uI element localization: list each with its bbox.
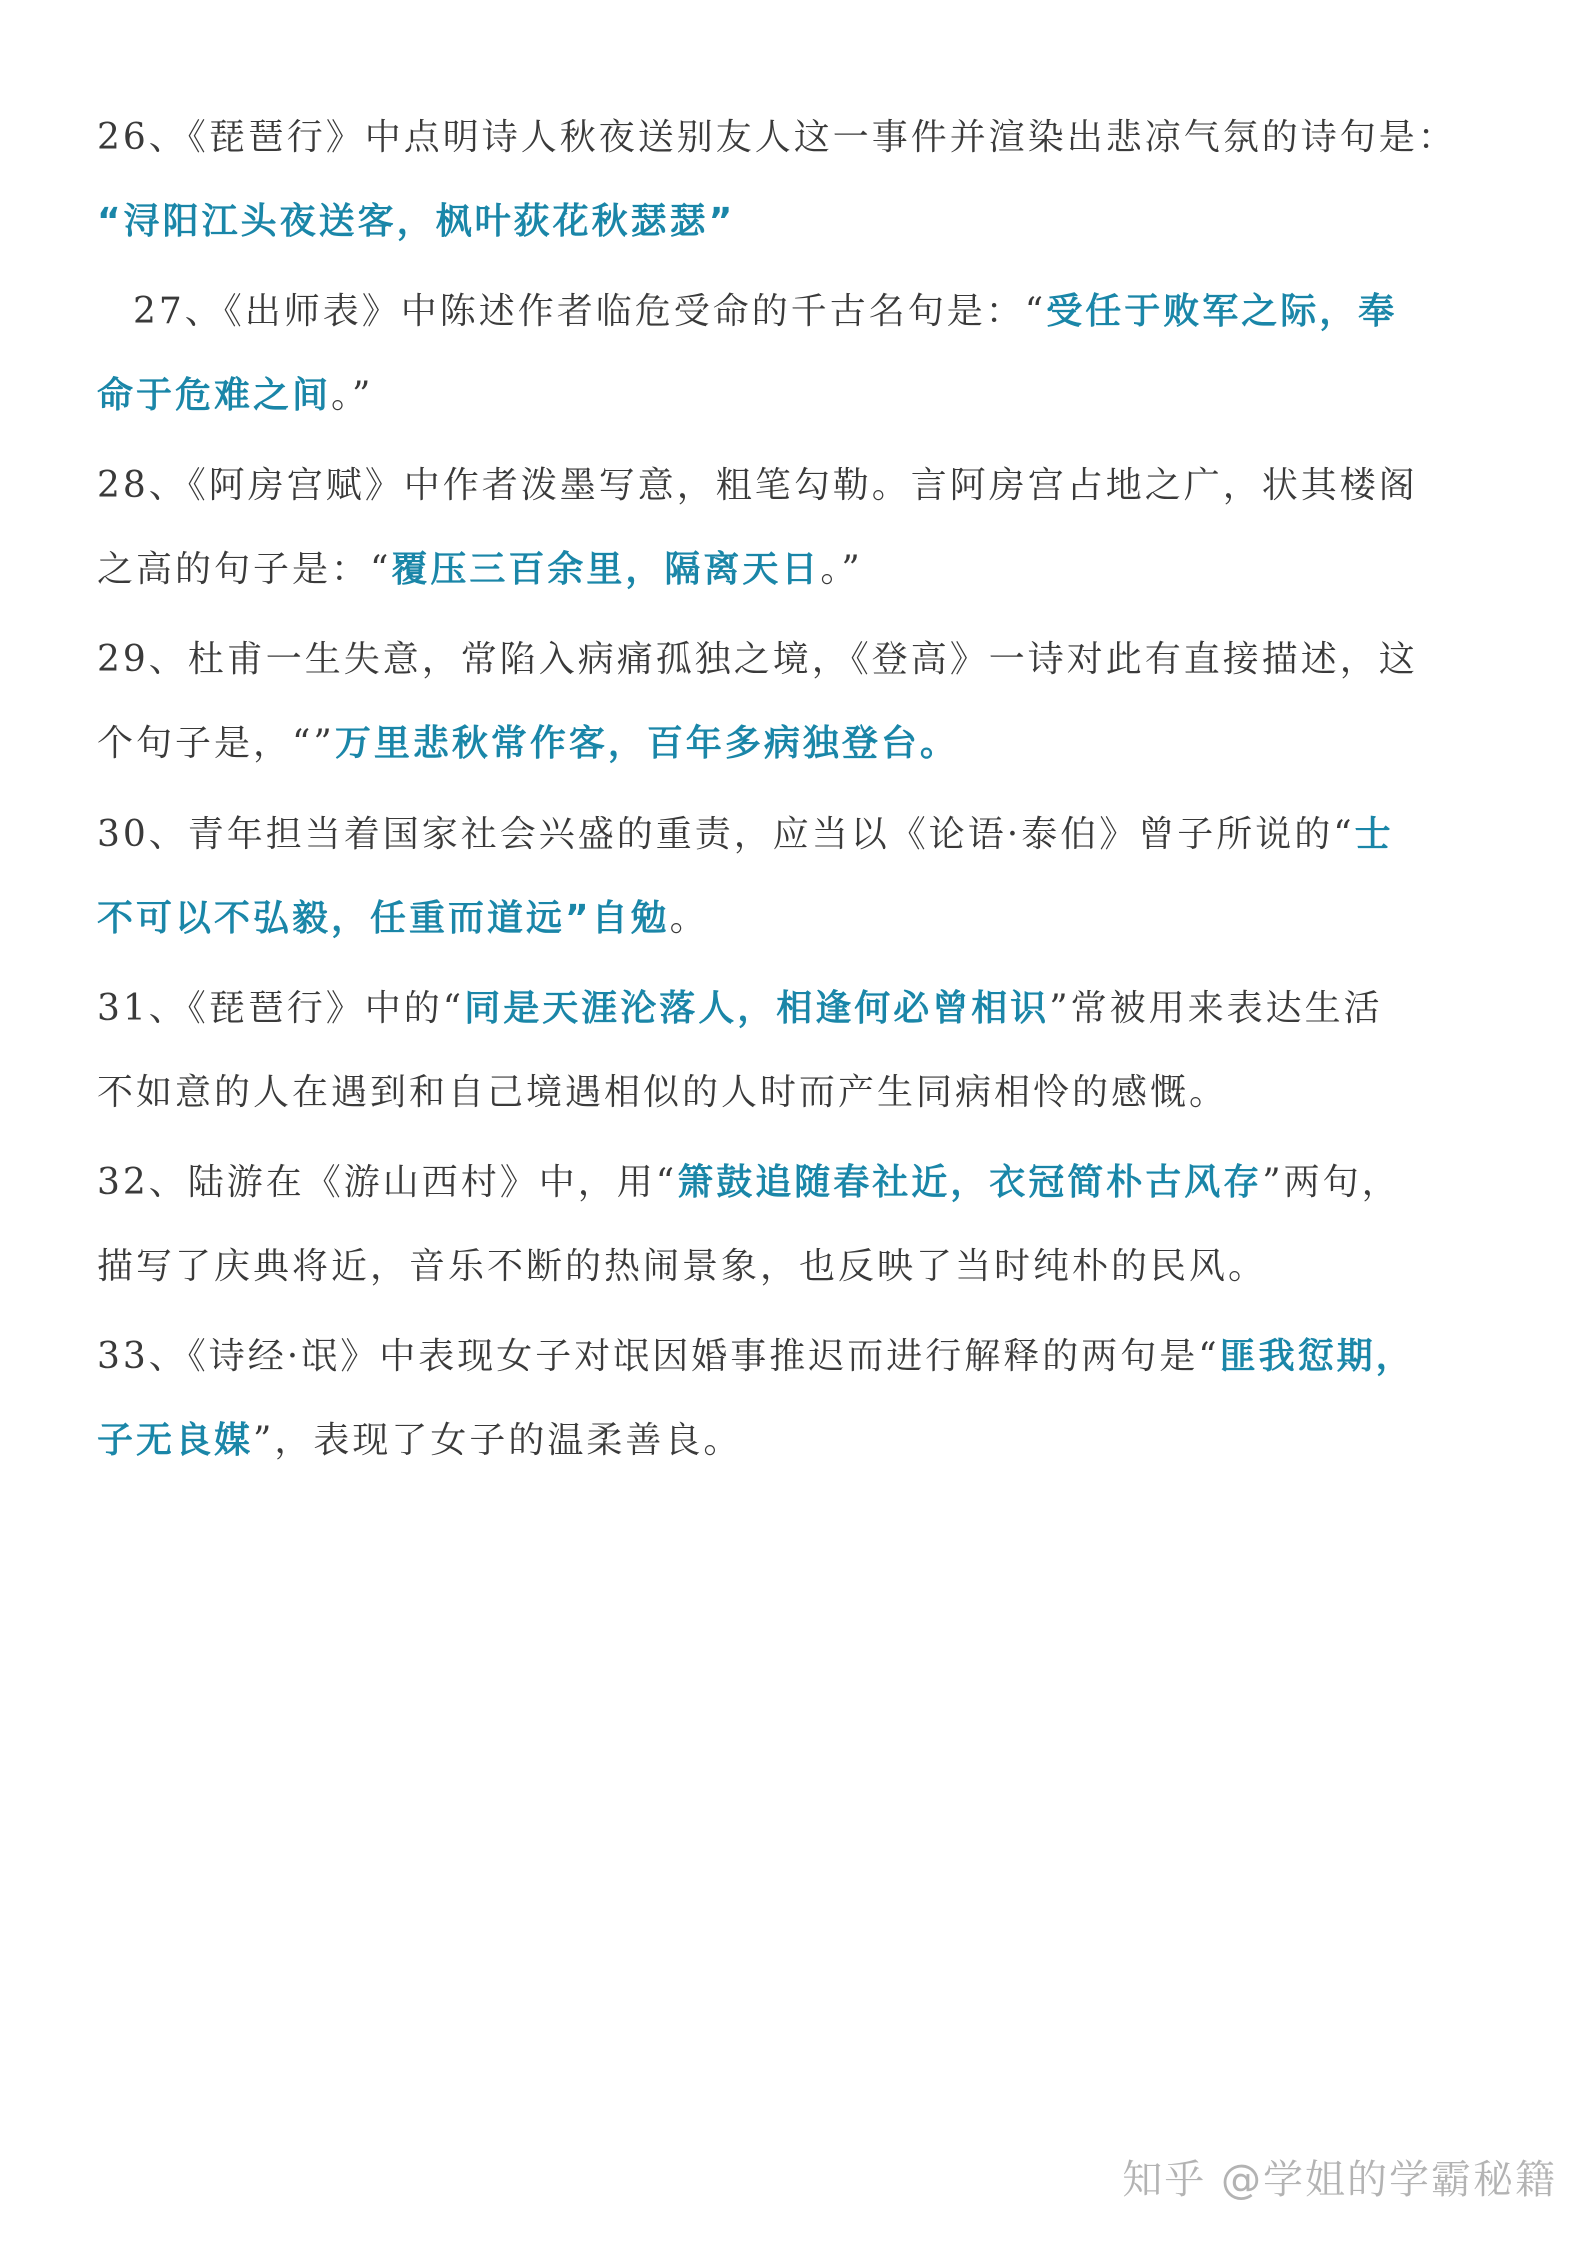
question-30-text: 30、青年担当着国家社会兴盛的重责，应当以《论语·泰伯》曾子所说的“ bbox=[97, 814, 1355, 855]
question-29-text: 个句子是，“” bbox=[97, 723, 335, 764]
question-28-text: 之高的句子是：“ bbox=[97, 549, 392, 590]
question-33-closing: ”，表现了女子的温柔善良。 bbox=[253, 1420, 743, 1461]
question-29-answer: 万里悲秋常作客，百年多病独登台。 bbox=[334, 723, 959, 764]
question-32-answer: 箫鼓追随春社近，衣冠简朴古风存 bbox=[677, 1162, 1263, 1203]
question-32-text: 32、陆游在《游山西村》中，用“ bbox=[97, 1162, 678, 1203]
question-33-answer-part-1: 匪我愆期， bbox=[1219, 1336, 1415, 1377]
question-28-line-1: 28、《阿房宫赋》中作者泼墨写意，粗笔勾勒。言阿房宫占地之广，状其楼阁 bbox=[97, 465, 1418, 506]
question-27-answer-part-2: 命于危难之间 bbox=[97, 375, 332, 416]
question-32-text-after: ”两句， bbox=[1262, 1162, 1401, 1203]
question-31 bbox=[97, 967, 1497, 1135]
question-28-answer: 覆压三百余里，隔离天日 bbox=[391, 549, 821, 590]
question-26 bbox=[97, 96, 1497, 264]
question-27 bbox=[97, 270, 1497, 438]
question-31-text: 31、《琵琶行》中的“ bbox=[97, 988, 465, 1029]
question-26-line-1: 26、《琵琶行》中点明诗人秋夜送别友人这一事件并渲染出悲凉气氛的诗句是： bbox=[97, 117, 1457, 158]
zhihu-watermark: 知乎 @学姐的学霸秘籍 bbox=[1122, 2157, 1557, 2203]
question-27-closing: 。” bbox=[331, 375, 374, 416]
question-30-answer-part-1: 士 bbox=[1354, 814, 1394, 855]
question-26-answer: “浔阳江头夜送客，枫叶荻花秋瑟瑟” bbox=[97, 201, 736, 242]
question-31-text-after: ”常被用来表达生活 bbox=[1049, 988, 1383, 1029]
question-30-closing: 。 bbox=[669, 898, 709, 939]
question-29-line-1: 29、杜甫一生失意，常陷入病痛孤独之境，《登高》一诗对此有直接描述，这 bbox=[97, 639, 1418, 680]
question-27-text: 27、《出师表》中陈述作者临危受命的千古名句是：“ bbox=[133, 291, 1047, 332]
question-30 bbox=[97, 793, 1497, 961]
question-28-closing: 。” bbox=[820, 549, 863, 590]
question-29 bbox=[97, 618, 1497, 786]
question-31-answer: 同是天涯沦落人，相逢何必曾相识 bbox=[464, 988, 1050, 1029]
question-31-line-2: 不如意的人在遇到和自己境遇相似的人时而产生同病相怜的感慨。 bbox=[97, 1072, 1229, 1113]
question-33-answer-part-2: 子无良媒 bbox=[97, 1420, 254, 1461]
question-30-answer-part-2: 不可以不弘毅，任重而道远”自勉 bbox=[97, 898, 670, 939]
question-33 bbox=[97, 1315, 1497, 1483]
question-32-line-2: 描写了庆典将近，音乐不断的热闹景象，也反映了当时纯朴的民风。 bbox=[97, 1246, 1268, 1287]
question-27-answer-part-1: 受任于败军之际，奉 bbox=[1046, 291, 1398, 332]
question-33-text: 33、《诗经·氓》中表现女子对氓因婚事推迟而进行解释的两句是“ bbox=[97, 1336, 1220, 1377]
question-32 bbox=[97, 1141, 1497, 1309]
question-28 bbox=[97, 444, 1497, 612]
